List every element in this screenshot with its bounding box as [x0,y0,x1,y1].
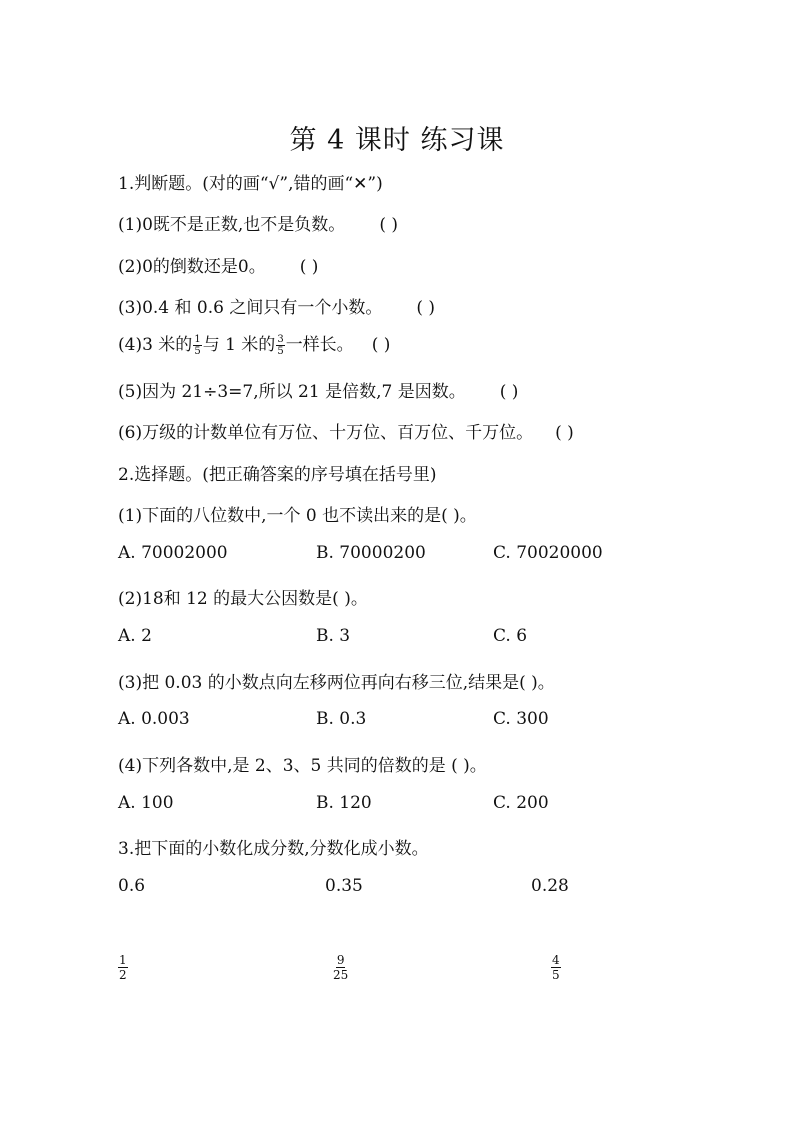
fraction-denominator: 5 [277,346,284,357]
choice-option-a[interactable]: A. 70002000 [118,543,228,563]
choice-option-b[interactable]: B. 70000200 [316,543,426,563]
fraction-item [551,953,561,982]
choice-question-4: (4)下列各数中,是 2、3、5 共同的倍数的是 ( )。 [118,756,487,776]
fraction-numerator: 4 [552,953,560,967]
judge-item-4 [118,330,390,357]
fraction-denominator: 5 [552,968,560,982]
judge-item-text-post: 一样长。 [285,335,354,355]
answer-paren[interactable]: ( ) [555,423,574,443]
fraction-numerator: 3 [277,334,284,345]
choice-option-a[interactable]: A. 100 [118,793,174,813]
answer-paren[interactable]: ( ) [499,382,519,402]
fraction [193,334,201,357]
section3-heading: 3.把下面的小数化成分数,分数化成小数。 [118,839,429,859]
judge-item-text-pre: (4)3 米的 [118,335,193,355]
judge-item-text: (1)0既不是正数,也不是负数。 [118,215,346,235]
section1-heading: 1.判断题。(对的画“√”,错的画“✕”) [118,174,383,194]
choice-question-2: (2)18和 12 的最大公因数是( )。 [118,589,368,609]
judge-item-6 [118,418,574,443]
page-title: 第 4 课时 练习课 [289,125,505,156]
fraction-numerator: 9 [336,953,345,967]
fraction-numerator: 1 [119,953,127,967]
choice-option-b[interactable]: B. 0.3 [316,709,367,729]
answer-paren[interactable]: ( ) [299,257,319,277]
choice-option-a[interactable]: A. 0.003 [118,709,190,729]
choice-option-c[interactable]: C. 70020000 [493,543,603,563]
choice-question-3: (3)把 0.03 的小数点向左移两位再向右移三位,结果是( )。 [118,673,555,693]
choice-option-c[interactable]: C. 6 [493,626,528,646]
fraction-denominator: 25 [333,968,349,982]
judge-item-3 [118,293,435,318]
fraction [276,334,284,357]
judge-item-text: (5)因为 21÷3=7,所以 21 是倍数,7 是因数。 [118,382,466,402]
judge-item-2 [118,252,318,277]
decimal-item: 0.35 [325,876,363,896]
fraction-denominator: 5 [194,346,201,357]
section2-heading: 2.选择题。(把正确答案的序号填在括号里) [118,465,437,485]
choice-option-c[interactable]: C. 200 [493,793,549,813]
answer-paren[interactable]: ( ) [371,335,391,355]
fraction-denominator: 2 [119,968,127,982]
fraction-numerator: 1 [194,334,201,345]
choice-option-c[interactable]: C. 300 [493,709,549,729]
decimal-item: 0.6 [118,876,146,896]
answer-paren[interactable]: ( ) [379,215,398,235]
judge-item-text: (2)0的倒数还是0。 [118,257,266,277]
judge-item-text-mid: 与 1 米的 [202,335,276,355]
choice-question-1: (1)下面的八位数中,一个 0 也不读出来的是( )。 [118,506,477,526]
answer-paren[interactable]: ( ) [416,298,436,318]
judge-item-5 [118,377,518,402]
fraction-item [332,953,349,982]
judge-item-text: (3)0.4 和 0.6 之间只有一个小数。 [118,298,383,318]
choice-option-a[interactable]: A. 2 [118,626,152,646]
judge-item-1 [118,210,398,235]
choice-option-b[interactable]: B. 3 [316,626,351,646]
judge-item-text: (6)万级的计数单位有万位、十万位、百万位、千万位。 [118,423,534,443]
choice-option-b[interactable]: B. 120 [316,793,372,813]
decimal-item: 0.28 [531,876,569,896]
fraction-item [118,953,128,982]
